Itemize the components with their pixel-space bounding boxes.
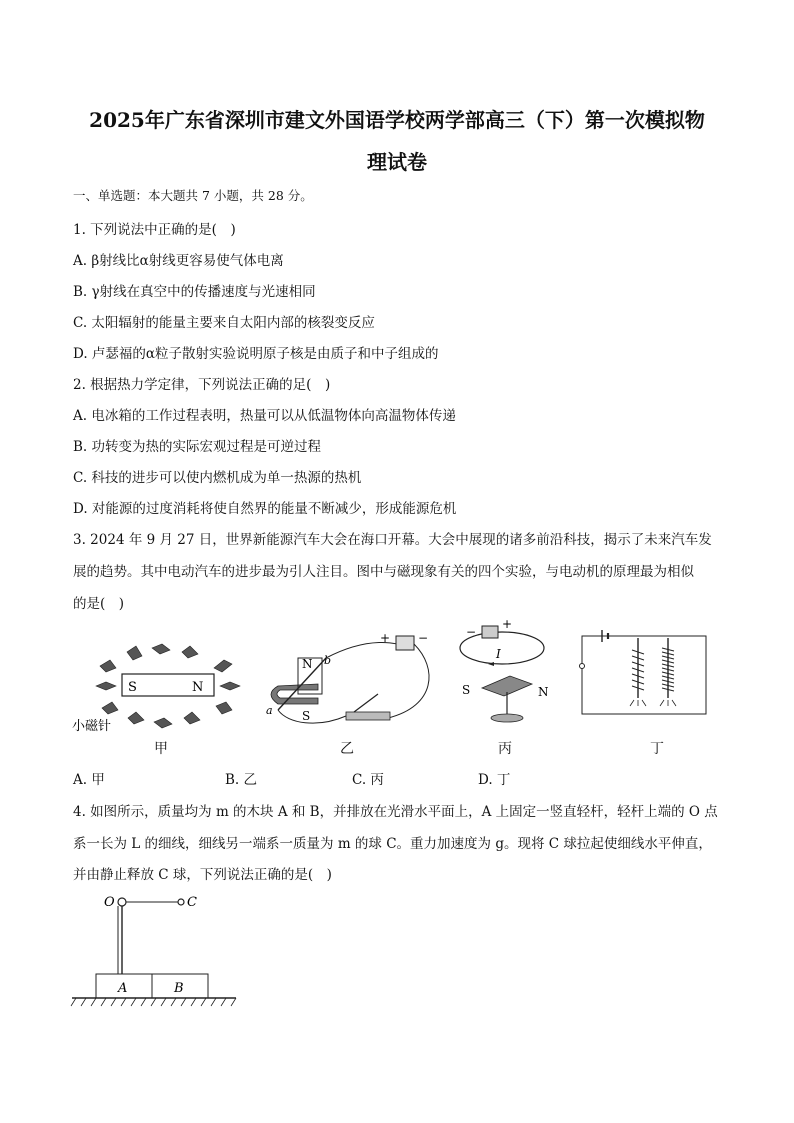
q2-option-b: B. 功转变为热的实际宏观过程是可逆过程	[73, 439, 322, 455]
magnet-s-label: S	[302, 709, 311, 723]
figure-ding-label: 丁	[650, 741, 664, 757]
needle-s-label: S	[462, 683, 471, 697]
q3-stem-line3: 的是( )	[73, 596, 125, 612]
figure-jia-label: 甲	[154, 741, 168, 757]
switch	[346, 712, 390, 720]
rod-a-label: a	[266, 704, 273, 717]
rod-b-label: b	[324, 654, 332, 667]
q1-option-c: C. 太阳辐射的能量主要来自太阳内部的核裂变反应	[73, 315, 375, 331]
point-o-label: O	[104, 895, 115, 910]
q2-stem: 2. 根据热力学定律，下列说法正确的足( )	[73, 377, 331, 393]
q4-stem-line2: 系一长为 L 的细线，细线另一端系一质量为 m 的球 C。重力加速度为 g。现将 C 球拉起使细线水平伸直，	[73, 836, 712, 852]
figure-bing-label: 丙	[498, 741, 512, 757]
section-heading: 一、单选题：本大题共 7 小题，共 28 分。	[73, 188, 313, 203]
q3-option-a: A. 甲	[73, 772, 105, 788]
exam-title-line1: 2025年广东省深圳市建文外国语学校两学部高三（下）第一次模拟物	[89, 108, 705, 132]
needle-label: 小磁针	[72, 719, 112, 734]
compass-needles	[96, 644, 240, 728]
ball-c-label: C	[187, 895, 197, 910]
battery-minus: −	[418, 631, 429, 645]
q3-option-d: D. 丁	[478, 772, 511, 788]
q3-option-c: C. 丙	[352, 772, 384, 788]
magnet-s-label: S	[128, 680, 137, 695]
q1-option-d: D. 卢瑟福的α粒子散射实验说明原子核是由质子和中子组成的	[73, 346, 439, 362]
magnet-n-label: N	[192, 680, 204, 695]
block-b-label: B	[174, 981, 184, 996]
q1-option-a: A. β射线比α射线更容易使气体电离	[73, 253, 284, 269]
block-a-label: A	[118, 981, 128, 996]
figure-yi	[258, 628, 444, 738]
battery	[396, 636, 414, 650]
figure-q4	[70, 890, 240, 1010]
q4-stem-line1: 4. 如图所示，质量均为 m 的木块 A 和 B，并排放在光滑水平面上，A 上固定一竖直轻杆，轻杆上端的 O 点	[73, 804, 718, 820]
q2-option-c: C. 科技的进步可以使内燃机成为单一热源的热机	[73, 470, 362, 486]
q3-option-b: B. 乙	[225, 772, 258, 788]
q4-stem-line3: 并由静止释放 C 球，下列说法正确的是( )	[73, 867, 332, 883]
exam-title-line2: 理试卷	[367, 150, 427, 174]
electromagnet-left	[630, 638, 646, 706]
magnet-n-label: N	[302, 657, 313, 671]
q3-stem-line2: 展的趋势。其中电动汽车的进步最为引人注目。图中与磁现象有关的四个实验，与电动机的原理最为相似	[73, 564, 694, 580]
q2-option-a: A. 电冰箱的工作过程表明，热量可以从低温物体向高温物体传递	[73, 408, 456, 424]
ball-c	[178, 899, 184, 905]
current-arrow	[488, 662, 494, 666]
electromagnet-right	[660, 638, 676, 706]
q2-option-d: D. 对能源的过度消耗将使自然界的能量不断减少，形成能源危机	[73, 501, 457, 517]
needle-n-label: N	[538, 685, 549, 699]
battery	[482, 626, 498, 638]
pivot-o	[118, 898, 126, 906]
battery-plus: +	[380, 631, 391, 645]
q3-stem-line1: 3. 2024 年 9 月 27 日，世界新能源汽车大会在海口开幕。大会中展现的诸多前沿科技，揭示了未来汽车发	[73, 532, 712, 548]
figure-ding	[576, 626, 716, 722]
battery-plus: +	[502, 618, 513, 631]
current-label: I	[496, 647, 501, 661]
figure-bing	[452, 618, 572, 734]
figure-yi-label: 乙	[340, 741, 354, 757]
q1-option-b: B. γ射线在真空中的传播速度与光速相同	[73, 284, 316, 300]
figure-jia	[72, 622, 252, 742]
q1-stem: 1. 下列说法中正确的是( )	[73, 222, 236, 238]
battery-minus: −	[466, 625, 477, 639]
